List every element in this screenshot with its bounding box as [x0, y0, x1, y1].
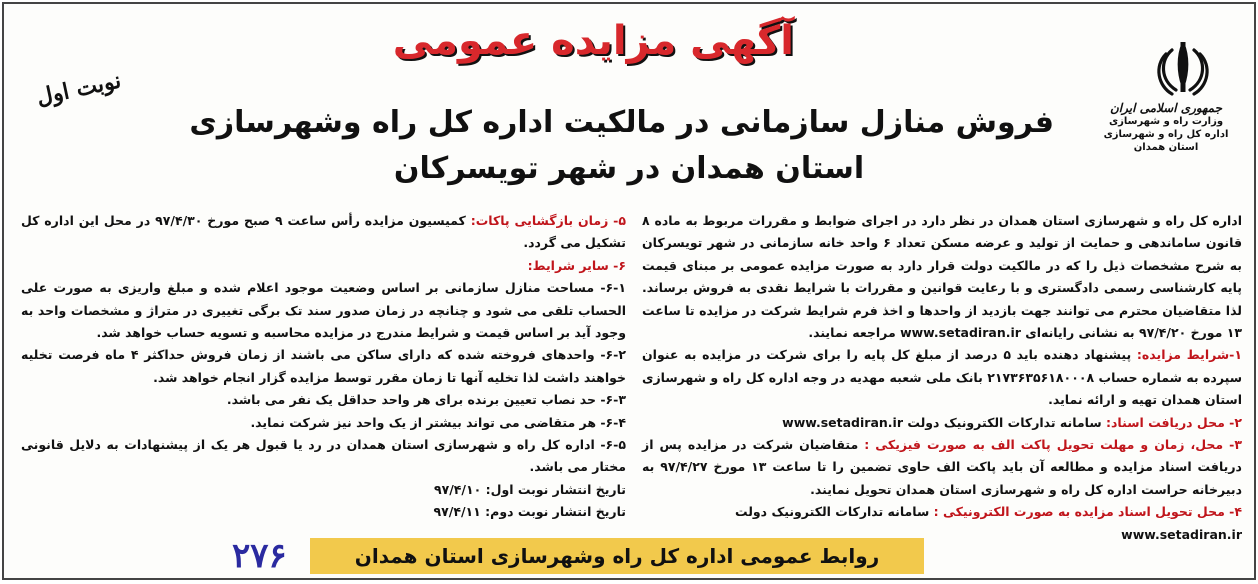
ministry-line: استان همدان — [1133, 142, 1199, 153]
section-1-title: ۱-شرایط مزایده: — [1136, 347, 1242, 363]
section-4-title: ۴- محل تحویل اسناد مزایده به صورت الکترونیکی : — [933, 504, 1242, 520]
list-item: ۶-۳- حد نصاب تعیین برنده برای هر واحد حداقل یک نفر می باشد. — [226, 392, 626, 408]
section-3-body: متقاضیان شرکت در مزایده پس از دریافت اسناد مزایده و مطالعه آن باید پاکت الف حاوی تضمین را تا ساعت ۱۳ مورخ ۹۷/۴/۲۷ به دبیرخانه حراست اداره کل راه و شهرسازی استان همدان تحویل نمایند. — [642, 437, 1242, 497]
ministry-line: جمهوری اسلامی ایران — [1109, 101, 1223, 115]
ministry-block — [1086, 102, 1246, 154]
section-6-title-line — [21, 255, 626, 277]
right-column — [642, 210, 1242, 546]
left-column — [21, 210, 626, 524]
iran-emblem-icon — [1152, 38, 1214, 100]
section-2-body: سامانه تدارکات الکترونیک دولت — [907, 414, 1102, 430]
section-3-title: ۳- محل، زمان و مهلت تحویل پاکت الف به صورت فیزیکی : — [864, 437, 1243, 453]
intro-url[interactable]: www.setadiran.ir — [900, 325, 1021, 341]
section-1-body: پیشنهاد دهنده باید ۵ درصد از مبلغ کل پایه را برای شرکت در مزایده به عنوان سپرده به شماره حساب ۲۱۷۳۶۳۵۶۱۸۰۰۰۸ بانک ملی شعبه مهدیه در وجه اداره کل راه و شهرسازی استان همدان تهیه و ارائه نماید. — [642, 347, 1242, 408]
section-6-title: ۶- سایر شرایط: — [527, 257, 626, 273]
section-4-url[interactable]: www.setadiran.ir — [1121, 526, 1242, 542]
intro-text: اداره کل راه و شهرسازی استان همدان در نظر دارد در اجرای ضوابط و مقررات مربوط به ماده ۸ قانون ساماندهی و حمایت از تولید و عرضه مسکن تعداد ۶ واحد خانه سازمانی در شهر تویسرکان به شرح مشخصات ذیل را که در مالکیت دولت قرار دارد به صورت مزایده عمومی بر مبنای قیمت پایه کارشناسی رسمی دادگستری و با رعایت قوانین و مقررات با شرایط نقدی به فروش برساند. لذا متقاضیان محترم می توانند جهت بازدید از واحدها و اخذ فرم شرایط شرکت در مزایده تا ساعت ۱۳ مورخ ۹۷/۴/۲۰ به نشانی رایانه‌ای — [642, 213, 1242, 341]
section-4-body: سامانه تدارکات الکترونیک دولت — [734, 504, 930, 520]
footer-number: ۲۷۶ — [232, 536, 287, 576]
section-2-url[interactable]: www.setadiran.ir — [782, 414, 903, 430]
section-5 — [21, 210, 626, 255]
section-4 — [642, 501, 1242, 523]
auction-notice — [2, 2, 1256, 580]
section-1 — [642, 344, 1242, 411]
subtitle-line: فروش منازل سازمانی در مالکیت اداره کل راه وشهرسازی — [189, 105, 1054, 140]
list-item: ۶-۱- مساحت منازل سازمانی بر اساس وضعیت موجود اعلام شده و مبلغ واریزی به صورت علی الحساب تلقی می شود و چنانچه در زمان صدور سند تک برگی تغییری در متراژ و مشخصات واحد به وجود آید بر اساس قیمت و شرایط مندرج در مزایده محاسبه و تسویه حساب خواهد شد. — [21, 280, 626, 341]
section-3 — [642, 434, 1242, 501]
notice-subtitle — [189, 100, 1054, 192]
list-item: ۶-۲- واحدهای فروخته شده که دارای ساکن می باشند از زمان فروش حداکثر ۴ ماه فرصت تخلیه خواهند داشت لذا تخلیه آنها تا زمان مقرر توسط مزایده گزار انجام خواهد شد. — [21, 347, 626, 385]
ministry-line: اداره کل راه و شهرسازی — [1103, 129, 1229, 140]
section-2-title: ۲- محل دریافت اسناد: — [1106, 414, 1242, 430]
list-item: ۶-۴- هر متقاضی می تواند بیشتر از یک واحد نیز شرکت نماید. — [250, 414, 626, 430]
publish-date-2: تاریخ انتشار نوبت دوم: ۹۷/۴/۱۱ — [433, 504, 626, 520]
section-5-body: کمیسیون مزایده رأس ساعت ۹ صبح مورخ ۹۷/۴/۳۰ در محل این اداره کل تشکیل می گردد. — [21, 213, 626, 251]
intro-end: مراجعه نمایند. — [808, 325, 896, 341]
list-item: ۶-۵- اداره کل راه و شهرسازی استان همدان در رد یا قبول هر یک از پیشنهادات به دلایل قانونی مختار می باشد. — [21, 437, 626, 475]
publish-date-1: تاریخ انتشار نوبت اول: ۹۷/۴/۱۰ — [433, 481, 626, 497]
intro-paragraph — [642, 210, 1242, 344]
round-label: نوبت اول — [34, 67, 124, 111]
footer-bar: روابط عمومی اداره کل راه وشهرسازی استان همدان — [310, 538, 924, 574]
ministry-line: وزارت راه و شهرسازی — [1108, 116, 1224, 127]
section-5-title: ۵- زمان بازگشایی پاکات: — [470, 213, 626, 228]
section-2 — [642, 412, 1242, 434]
subtitle-line: استان همدان در شهر تویسرکان — [393, 151, 865, 186]
notice-title: آگهی مزایده عمومی — [392, 18, 794, 64]
